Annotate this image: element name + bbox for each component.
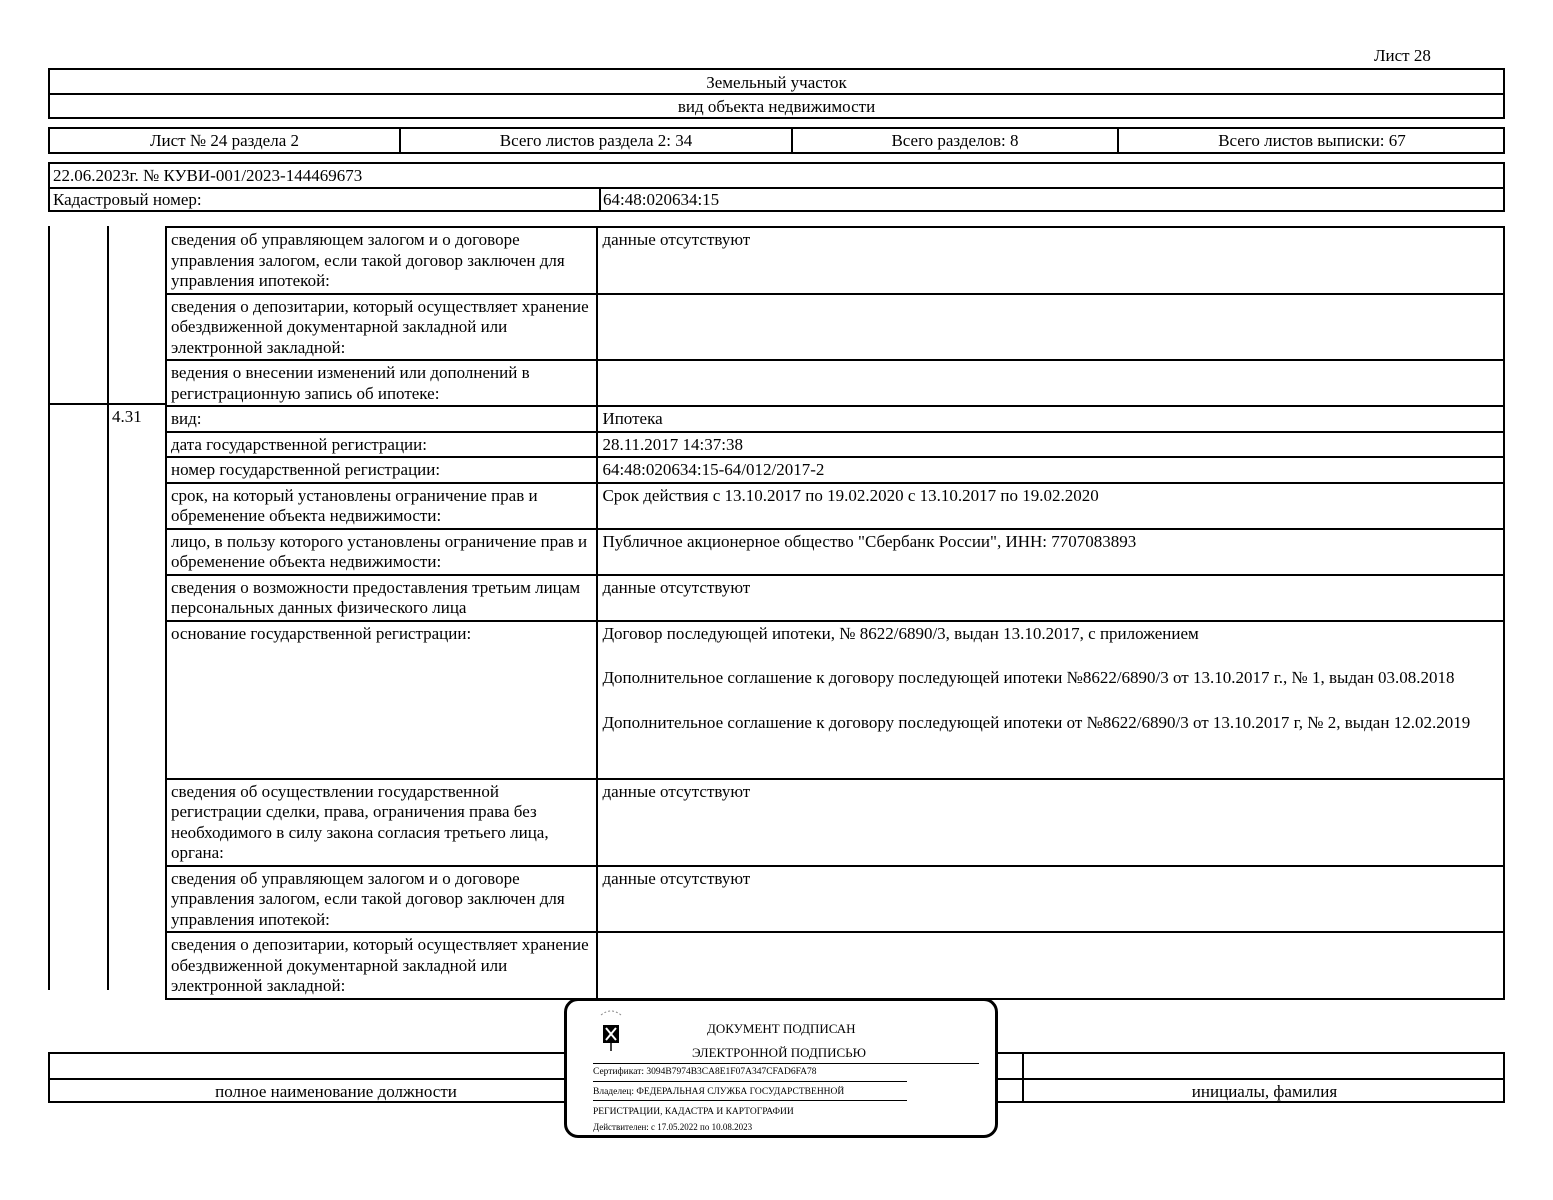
table-row: [166, 294, 1504, 361]
sheet-info-row: [48, 127, 1505, 154]
stamp-title-line1: ДОКУМЕНТ ПОДПИСАН: [707, 1021, 856, 1036]
cadastral-number: 64:48:020634:15: [603, 190, 720, 209]
row-label: сведения об осуществлении государственной регистрации сделки, права, ограничения права без необходимого в силу закона согласия третьего лица, органа:: [166, 779, 597, 866]
table-row: [166, 575, 1504, 621]
basis-supplement-1: Дополнительное соглашение к договору последующей ипотеки №8622/6890/3 от 13.10.2017 г., № 1, выдан 03.08.2018: [602, 668, 1455, 687]
extract-info: [48, 162, 1505, 212]
row-value: Публичное акционерное общество "Сбербанк России", ИНН: 7707083893: [597, 529, 1504, 575]
object-header: [48, 68, 1505, 119]
emblem-icon: [593, 1009, 629, 1051]
table-row: [166, 227, 1504, 294]
row-label: вид:: [166, 406, 597, 432]
row-label: дата государственной регистрации:: [166, 432, 597, 458]
extract-sheets-total: Всего листов выписки: 67: [1218, 131, 1406, 150]
table-row: [166, 866, 1504, 933]
row-value: 64:48:020634:15-64/012/2017-2: [597, 457, 1504, 483]
table-row: [166, 932, 1504, 999]
table-row: [166, 457, 1504, 483]
row-value: 28.11.2017 14:37:38: [597, 432, 1504, 458]
encumbrance-table: [165, 226, 1505, 1000]
table-row: [166, 621, 1504, 779]
initials-caption: инициалы, фамилия: [1191, 1082, 1338, 1101]
row-value: данные отсутствуют: [597, 575, 1504, 621]
row-value: [597, 294, 1504, 361]
table-row: [166, 406, 1504, 432]
row-label: сведения о депозитарии, который осуществляет хранение обездвиженной документарной закладной или электронной закладной:: [166, 932, 597, 999]
table-row: [166, 360, 1504, 406]
row-value: данные отсутствуют: [597, 866, 1504, 933]
extract-reference: 22.06.2023г. № КУВИ-001/2023-144469673: [53, 166, 363, 185]
row-label: номер государственной регистрации:: [166, 457, 597, 483]
cadastral-label: Кадастровый номер:: [53, 190, 202, 209]
object-kind-caption: вид объекта недвижимости: [677, 97, 876, 116]
row-label: срок, на который установлены ограничение прав и обременение объекта недвижимости:: [166, 483, 597, 529]
e-signature-stamp: [564, 998, 998, 1138]
row-label: сведения об управляющем залогом и о договоре управления залогом, если такой договор заключен для управления ипотекой:: [166, 227, 597, 294]
object-title: Земельный участок: [706, 73, 847, 92]
sheet-of-section: Лист № 24 раздела 2: [150, 131, 299, 150]
basis-main: Договор последующей ипотеки, № 8622/6890/3, выдан 13.10.2017, с приложением: [602, 623, 1199, 643]
row-value: [597, 932, 1504, 999]
row-value: [597, 621, 1504, 779]
row-label: сведения об управляющем залогом и о договоре управления залогом, если такой договор заключен для управления ипотекой:: [166, 866, 597, 933]
row-label: ведения о внесении изменений или дополнений в регистрационную запись об ипотеке:: [166, 360, 597, 406]
row-value: Ипотека: [597, 406, 1504, 432]
stamp-owner-line1: Владелец: ФЕДЕРАЛЬНАЯ СЛУЖБА ГОСУДАРСТВЕННОЙ: [593, 1087, 845, 1097]
row-label: основание государственной регистрации:: [166, 621, 597, 779]
row-label: лицо, в пользу которого установлены ограничение прав и обременение объекта недвижимости:: [166, 529, 597, 575]
position-caption: полное наименование должности: [215, 1082, 457, 1101]
sheet-number: Лист 28: [1374, 46, 1431, 65]
row-value: Срок действия с 13.10.2017 по 19.02.2020 с 13.10.2017 по 19.02.2020: [597, 483, 1504, 529]
basis-supplement-2: Дополнительное соглашение к договору последующей ипотеки от №8622/6890/3 от 13.10.2017 г, № 2, выдан 12.02.2019: [602, 712, 1471, 732]
stamp-certificate: Сертификат: 3094B7974B3CA8E1F07A347CFAD6FA78: [593, 1067, 817, 1077]
row-label: сведения о депозитарии, который осуществляет хранение обездвиженной документарной закладной или электронной закладной:: [166, 294, 597, 361]
record-number: 4.31: [112, 407, 142, 426]
row-value: данные отсутствуют: [597, 779, 1504, 866]
row-value: [597, 360, 1504, 406]
sections-total: Всего разделов: 8: [891, 131, 1019, 150]
row-label: сведения о возможности предоставления третьим лицам персональных данных физического лица: [166, 575, 597, 621]
table-row: [166, 483, 1504, 529]
row-value: данные отсутствуют: [597, 227, 1504, 294]
table-row: [166, 529, 1504, 575]
table-row: [166, 432, 1504, 458]
table-row: [166, 779, 1504, 866]
stamp-title-line2: ЭЛЕКТРОННОЙ ПОДПИСЬЮ: [692, 1045, 866, 1060]
stamp-owner-line2: РЕГИСТРАЦИИ, КАДАСТРА И КАРТОГРАФИИ: [593, 1107, 794, 1117]
section-sheets-total: Всего листов раздела 2: 34: [499, 131, 693, 150]
stamp-validity: Действителен: с 17.05.2022 по 10.08.2023: [593, 1122, 753, 1132]
